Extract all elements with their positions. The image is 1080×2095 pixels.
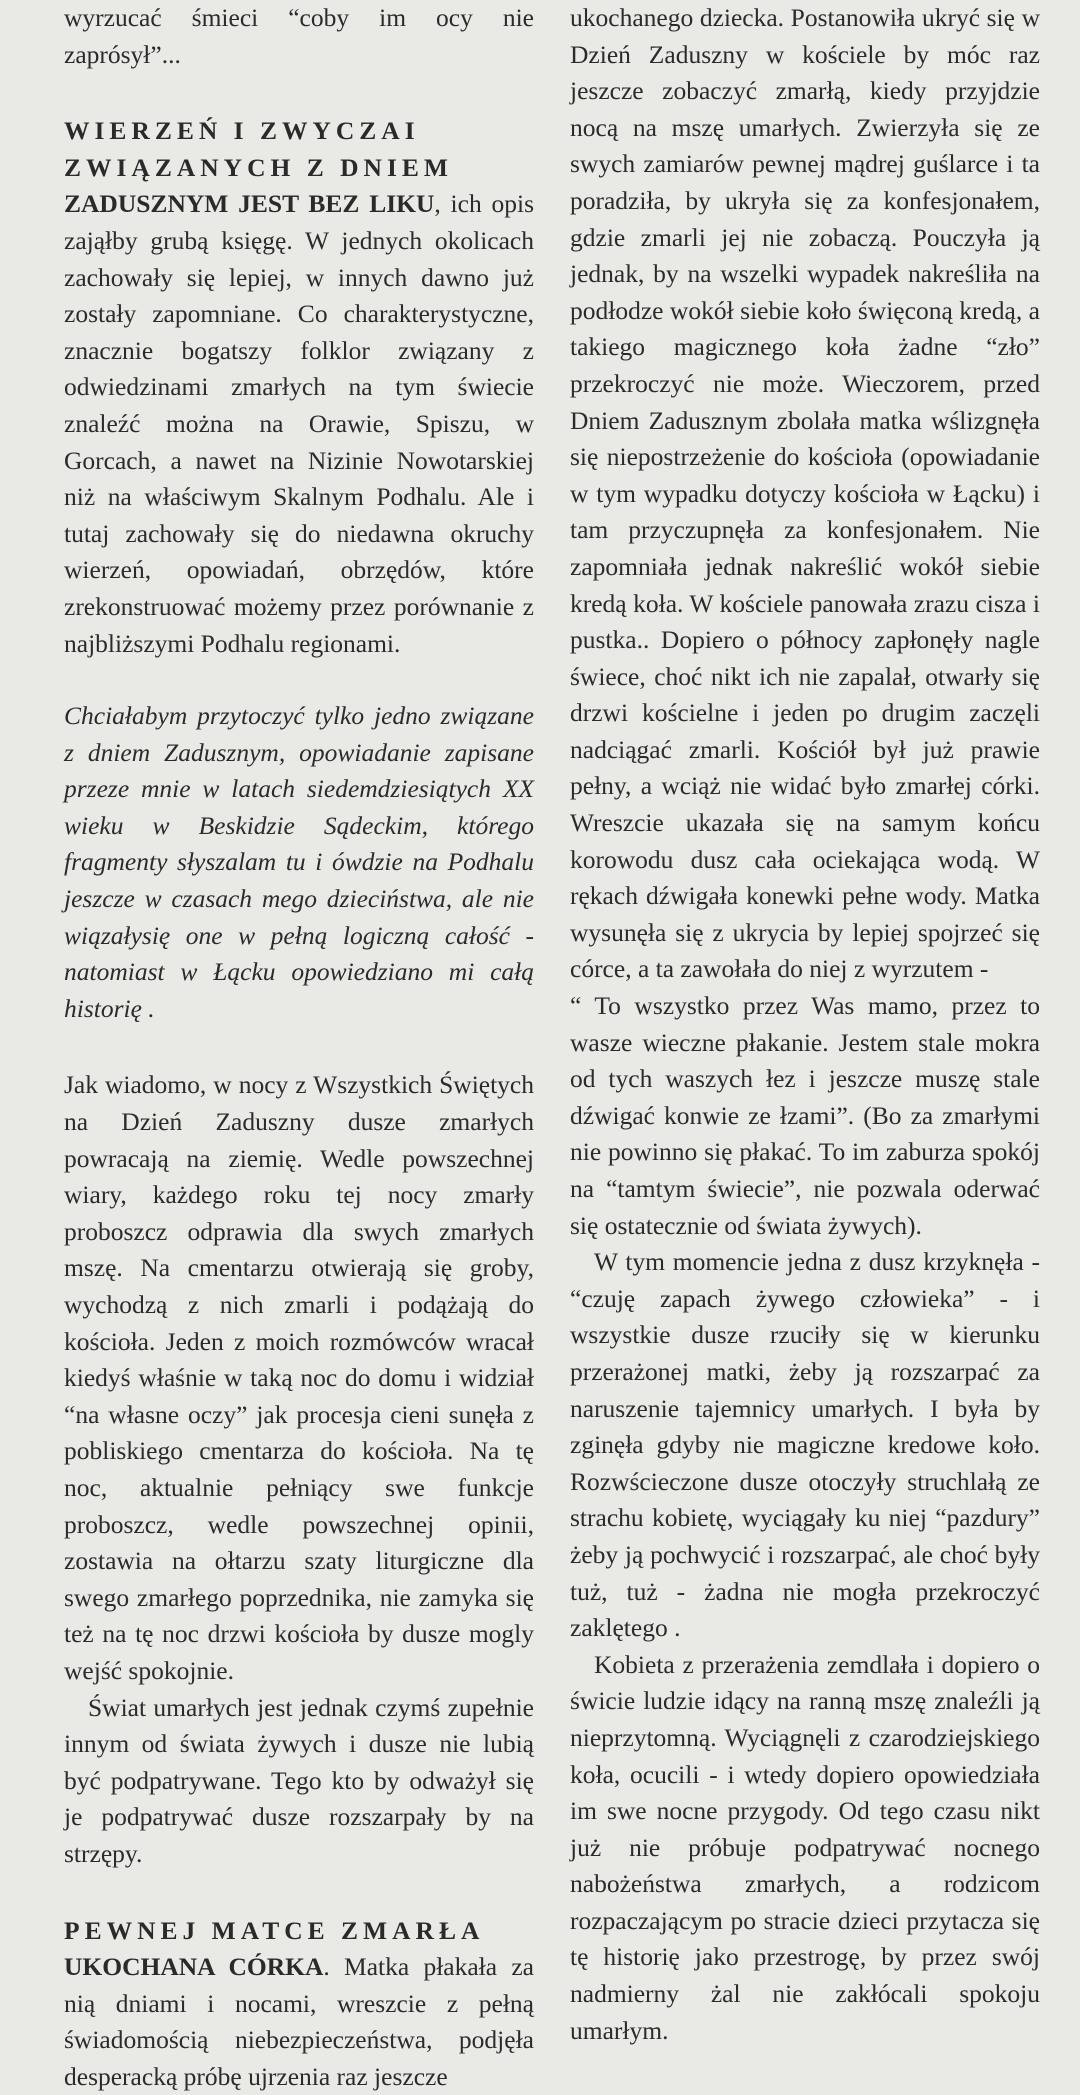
section-beliefs-heading-line-3: ZADUSZNYM JEST BEZ LIKU: [64, 189, 434, 218]
right-column: [570, 0, 1040, 2049]
all-souls-night-paragraph: Jak wiadomo, w nocy z Wszystkich Świętych na Dzień Zaduszny dusze zmarłych powracają na ziemię. Wedle powszechnej wiary, każdego roku tej nocy zmarły proboszcz odprawia dla swych zmarłych mszę. Na cmentarzu otwierają się groby, wychodzą z nich zmarli i podążają do kościoła. Jeden z moich rozmówców wracał kiedyś właśnie w taką noc do domu i widział “na własne oczy” jak procesja cieni sunęła z pobliskiego cmentarza do kościoła. Na tę noc, aktualnie pełniący swe funkcje proboszcz, wedle powszechnej opinii, zostawia na ołtarzu szaty liturgiczne dla swego zmarłego poprzednika, nie zamyka się też na tę noc drzwi kościoła by dusze mogly wejść spokojnie.: [64, 1067, 534, 1689]
ending-paragraph: Kobieta z przerażenia zemdlała i dopiero o świcie ludzie idący na ranną mszę znaleźli ją nieprzytomną. Wyciągnęli z czarodziejskiego koła, ocucili - i wtedy dopiero opowiedziała im swe nocne przygody. Od tego czasu nikt już nie próbuje podpatrywać nocnego nabożeństwa zmarłych, a rodzicom rozpaczającym po stracie dzieci przytacza się tę historię jako przestrogę, by przez swój nadmierny żal nie zakłócali spokoju umarłym.: [570, 1647, 1040, 2050]
world-of-dead-paragraph: Świat umarłych jest jednak czymś zupełnie innym od świata żywych i dusze nie lubią być podpatrywane. Tego kto by odważył się je podpatrywać dusze rozszarpały by na strzępy.: [64, 1690, 534, 1873]
section-mother-body: . Matka płakała za nią dniami i nocami, wreszcie z pełną świadomością niebezpieczeństwa, podjęła desperacką próbę ujrzenia raz jeszcze: [64, 1952, 534, 2091]
souls-attack-paragraph: W tym momencie jedna z dusz krzyknęła - “czuję zapach żywego człowieka” - i wszystkie dusze rzuciły się w kierunku przerażonej matki, żeby ją rozszarpać za naruszenie tajemnicy umarłych. I była by zginęła gdyby nie magiczne kredowe koło. Rozwścieczone dusze otoczyły struchlałą ze strachu kobietę, wyciągały ku niej “pazdury” żeby ją pochwycić i rozszarpać, ale choć były tuż, tuż - żadna nie mogła przekroczyć zaklętego .: [570, 1244, 1040, 1647]
left-column: [64, 0, 534, 2095]
daughter-quote-paragraph: “ To wszystko przez Was mamo, przez to wasze wieczne płakanie. Jestem stale mokra od tych waszych łez i jeszcze muszę stale dźwigać konwie ze łzami”. (Bo za zmarłymi nie powinno się płakać. To im zaburza spokój na “tamtym świecie”, nie pozwala oderwać się ostatecznie od świata żywych).: [570, 988, 1040, 1244]
section-beliefs-heading-line-2: ZWIĄZANYCH Z DNIEM: [64, 150, 534, 187]
intro-paragraph: wyrzucać śmieci “coby im ocy nie zaprósył”...: [64, 0, 534, 73]
section-beliefs-paragraph: [64, 113, 534, 662]
section-mother-heading-line-2: UKOCHANA CÓRKA: [64, 1952, 323, 1981]
section-beliefs-body: , ich opis zająłby grubą księgę. W jednych okolicach zachowały się lepiej, w innych dawno już zostały zapomniane. Co charakterystyczne, znacznie bogatszy folklor związany z odwiedzinami zmarłych na tym świecie znaleźć można na Orawie, Spiszu, w Gorcach, a nawet na Nizinie Nowotarskiej niż na właściwym Skalnym Podhalu. Ale i tutaj zachowały się do niedawna okruchy wierzeń, opowiadań, obrzędów, które zrekonstruować możemy przez porównanie z najbliższymi Podhalu regionami.: [64, 189, 534, 657]
story-paragraph: ukochanego dziecka. Postanowiła ukryć się w Dzień Zaduszny w kościele by móc raz jeszcze zobaczyć zmarłą, kiedy przyjdzie nocą na mszę umarłych. Zwierzyła się ze swych zamiarów pewnej mądrej guślarce i ta poradziła, by ukryła się za konfesjonałem, gdzie zmarli jej nie zobaczą. Pouczyła ją jednak, by na wszelki wypadek nakreśliła na podłodze wokół siebie koło święconą kredą, a takiego magicznego koła żadne “zło” przekroczyć nie może. Wieczorem, przed Dniem Zadusznym zbolała matka wślizgnęła się niepostrzeżenie do kościoła (opowiadanie w tym wypadku dotyczy kościoła w Łącku) i tam przyczupnęła za konfesjonałem. Nie zapomniała jednak nakreślić wokół siebie kredą koła. W kościele panowała zrazu cisza i pustka.. Dopiero o północy zapłonęły nagle świece, choć nikt ich nie zapalał, otwarły się drzwi kościelne i jeden po drugim zaczęli nadciągać zmarli. Kościół był już prawie pełny, a wciąż nie widać było zmarłej córki. Wreszcie ukazała się na samym końcu korowodu dusz cała ociekająca wodą. W rękach dźwigała konewki pełne wody. Matka wysunęła się z ukrycia by lepiej spojrzeć się córce, a ta zawołała do niej z wyrzutem -: [570, 0, 1040, 988]
italic-note-paragraph: Chciałabym przytoczyć tylko jedno związane z dniem Zadusznym, opowiadanie zapisane przeze mnie w latach siedemdziesiątych XX wieku w Beskidzie Sądeckim, którego fragmenty słyszalam tu i ówdzie na Podhalu jeszcze w czasach mego dzieciństwa, ale nie wiązałysię one w pełną logiczną całość - natomiast w Łącku opowiedziano mi całą historię .: [64, 698, 534, 1027]
section-mother-paragraph: [64, 1913, 534, 2095]
section-mother-heading-line-1: PEWNEJ MATCE ZMARŁA: [64, 1913, 534, 1950]
section-beliefs-heading-line-1: WIERZEŃ I ZWYCZAI: [64, 113, 534, 150]
